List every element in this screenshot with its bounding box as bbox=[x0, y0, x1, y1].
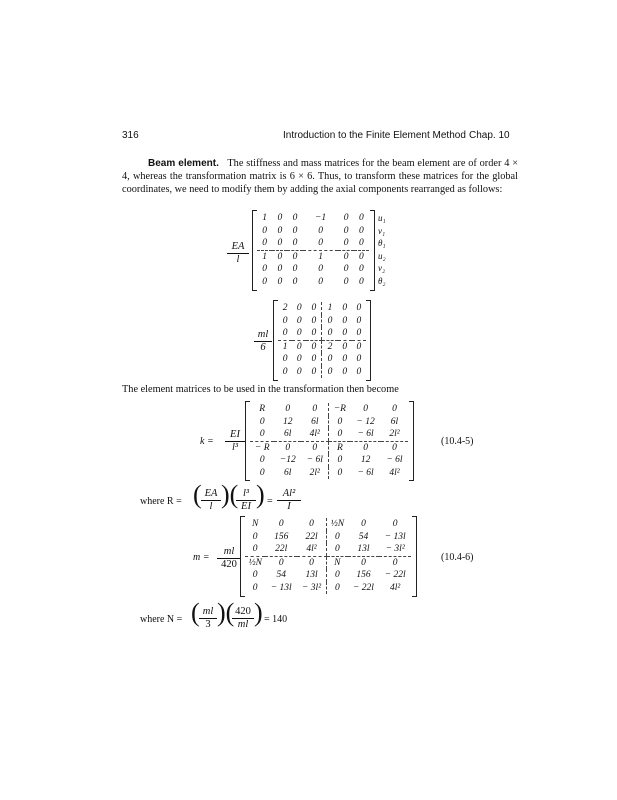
matrix-cell: 22l bbox=[265, 543, 297, 556]
matrix-cell: 0 bbox=[259, 467, 265, 478]
matrix-cell: 12 bbox=[282, 416, 293, 427]
matrix-cell: 0 bbox=[250, 428, 274, 441]
where-r-fraction-2: $\frac{\text{l³}}{EI}$ bbox=[236, 488, 256, 513]
matrix-cell: 0 bbox=[282, 366, 288, 377]
matrix-cell: 0 bbox=[303, 237, 339, 250]
right-bracket bbox=[409, 401, 414, 481]
matrix-cell: 0 bbox=[322, 366, 338, 379]
matrix-cell: 1 bbox=[318, 251, 323, 262]
matrix-cell: R bbox=[259, 404, 266, 414]
m-coefficient: $\frac{ml}{420}$ bbox=[217, 546, 241, 571]
matrix-cell: 0 bbox=[311, 315, 317, 326]
matrix-cell: 0 bbox=[292, 225, 298, 236]
paragraph-body: The stiffness and mass matrices for the beam element are of order 4 × 4, whereas the transformation matrix is 6 × 6. Thus, to transform these matrices for the global coordinates, we need to modify them by adding the axial components rearranged as follows: bbox=[122, 158, 519, 195]
matrix-cell: 0 bbox=[329, 467, 350, 480]
matrix-cell: 0 bbox=[329, 416, 350, 429]
matrix-cell: 13l bbox=[305, 570, 318, 580]
axial-mass-coefficient: $\frac{ml}{6}$ bbox=[254, 329, 272, 354]
running-title: Introduction to the Finite Element Method bbox=[283, 130, 466, 141]
paren: )( bbox=[217, 598, 235, 627]
matrix-cell: 0 bbox=[358, 225, 364, 236]
right-bracket bbox=[370, 210, 375, 291]
matrix-cell: 0 bbox=[363, 404, 368, 414]
axial-stiffness-coefficient: $\frac{EA}{l}$ bbox=[227, 241, 249, 266]
matrix-cell: 0 bbox=[311, 366, 317, 377]
matrix-cell: 0 bbox=[278, 557, 284, 568]
matrix-cell: 0 bbox=[262, 225, 267, 236]
matrix-cell: 0 bbox=[358, 264, 364, 274]
matrix-cell: 0 bbox=[356, 354, 362, 364]
matrix-cell: 1 bbox=[282, 341, 288, 352]
matrix-cell: − 13l bbox=[384, 531, 406, 542]
matrix-cell: 0 bbox=[292, 264, 298, 274]
where-n-result: = 140 bbox=[264, 614, 288, 625]
k-matrix bbox=[250, 403, 408, 479]
intro-paragraph bbox=[122, 157, 518, 196]
matrix-cell: 0 bbox=[363, 442, 368, 453]
right-bracket bbox=[366, 300, 371, 381]
matrix-cell: 0 bbox=[356, 303, 362, 313]
matrix-cell: − 12 bbox=[356, 416, 375, 427]
matrix-cell: − 22l bbox=[384, 570, 406, 580]
matrix-cell: 0 bbox=[296, 303, 302, 313]
dof-entry: u₂ bbox=[378, 250, 386, 261]
matrix-cell: 0 bbox=[245, 543, 265, 556]
matrix-cell: 0 bbox=[358, 213, 364, 223]
where-r-fraction-3: $\frac{\text{Al²}}{I}$ bbox=[277, 488, 301, 513]
matrix-cell: − R bbox=[254, 442, 270, 453]
matrix-cell: 0 bbox=[277, 276, 283, 287]
k-coefficient: $\frac{EI}{\text{l³}}$ bbox=[225, 429, 245, 454]
where-r-prefix: where R = bbox=[140, 496, 182, 507]
matrix-cell: 0 bbox=[392, 404, 397, 414]
matrix-cell: N bbox=[327, 556, 348, 569]
paren: ( bbox=[191, 598, 200, 627]
matrix-cell: 0 bbox=[392, 519, 398, 529]
matrix-cell: 156 bbox=[356, 570, 371, 580]
matrix-cell: 0 bbox=[342, 354, 348, 364]
matrix-cell: 0 bbox=[342, 303, 348, 313]
matrix-cell: 0 bbox=[312, 442, 318, 453]
matrix-cell: N bbox=[252, 519, 259, 529]
matrix-cell: 0 bbox=[287, 237, 302, 250]
matrix-cell: 0 bbox=[358, 276, 364, 287]
dof-entry: v₂ bbox=[378, 263, 386, 273]
matrix-cell: 0 bbox=[342, 341, 348, 352]
matrix-cell: 0 bbox=[292, 251, 298, 262]
matrix-cell: 0 bbox=[309, 557, 314, 568]
matrix-cell: 0 bbox=[278, 327, 292, 340]
matrix-cell: 4l² bbox=[389, 467, 400, 478]
paren: ) bbox=[256, 480, 265, 509]
matrix-cell: − 3l² bbox=[302, 582, 322, 593]
matrix-cell: ½N bbox=[248, 557, 262, 568]
dof-entry: v₁ bbox=[378, 225, 386, 236]
matrix-cell: 2l² bbox=[381, 428, 408, 441]
matrix-cell: 0 bbox=[306, 327, 322, 340]
matrix-cell: 0 bbox=[282, 354, 288, 364]
equation-number-10-4-5: (10.4-5) bbox=[441, 436, 474, 447]
matrix-cell: − 6l bbox=[350, 428, 381, 441]
matrix-cell: 0 bbox=[361, 557, 366, 568]
matrix-cell: R bbox=[329, 441, 350, 454]
matrix-cell: 0 bbox=[262, 276, 267, 287]
matrix-cell: 0 bbox=[338, 237, 353, 250]
matrix-cell: 0 bbox=[343, 225, 349, 236]
chapter-label: Chap. 10 bbox=[469, 130, 510, 141]
matrix-cell: 4l² bbox=[390, 582, 401, 593]
matrix-cell: 0 bbox=[356, 315, 362, 326]
m-matrix bbox=[245, 518, 411, 594]
matrix-cell: 0 bbox=[296, 315, 302, 326]
matrix-cell: 6l bbox=[390, 416, 399, 427]
matrix-cell: 0 bbox=[327, 531, 348, 544]
matrix-cell: 12 bbox=[360, 455, 371, 465]
matrix-cell: 0 bbox=[322, 327, 338, 340]
matrix-cell: 0 bbox=[296, 366, 302, 377]
matrix-cell: 0 bbox=[296, 341, 302, 352]
matrix-cell: −R bbox=[329, 403, 350, 416]
dof-entry: θ₁ bbox=[378, 238, 386, 248]
matrix-cell: − 6l bbox=[386, 455, 403, 465]
right-bracket bbox=[412, 516, 417, 597]
matrix-cell: 2 bbox=[282, 303, 288, 313]
matrix-cell: 0 bbox=[354, 237, 369, 250]
matrix-cell: − 22l bbox=[353, 582, 374, 593]
matrix-cell: 0 bbox=[278, 519, 284, 529]
matrix-cell: 0 bbox=[327, 543, 348, 556]
matrix-cell: 0 bbox=[343, 251, 349, 262]
where-n-fraction-1: $\frac{ml}{3}$ bbox=[199, 606, 217, 631]
matrix-cell: − 3l² bbox=[379, 543, 411, 556]
matrix-cell: 54 bbox=[276, 570, 286, 580]
k-lhs: k = bbox=[200, 436, 214, 447]
matrix-cell: 0 bbox=[252, 570, 258, 580]
matrix-cell: 2 bbox=[322, 340, 338, 353]
matrix-cell: 0 bbox=[343, 264, 349, 274]
matrix-cell: − 6l bbox=[306, 455, 323, 465]
dof-entry: θ₂ bbox=[378, 275, 386, 286]
matrix-cell: 0 bbox=[292, 327, 306, 340]
matrix-cell: 54 bbox=[358, 531, 369, 542]
paren: )( bbox=[221, 480, 239, 509]
matrix-cell: −12 bbox=[279, 455, 296, 465]
matrix-cell: 0 bbox=[327, 582, 348, 595]
matrix-cell: 0 bbox=[262, 264, 267, 274]
where-n-prefix: where N = bbox=[140, 614, 183, 625]
matrix-cell: 0 bbox=[338, 327, 352, 340]
matrix-cell: 0 bbox=[252, 531, 258, 542]
page-number: 316 bbox=[122, 130, 139, 141]
matrix-cell: 6l bbox=[284, 467, 292, 478]
matrix-cell: 0 bbox=[285, 404, 291, 414]
matrix-cell: 0 bbox=[342, 366, 348, 377]
matrix-cell: 0 bbox=[311, 341, 317, 352]
paren: ( bbox=[193, 480, 202, 509]
matrix-cell: 4l² bbox=[297, 543, 327, 556]
where-n-fraction-2: $\frac{420}{ml}$ bbox=[232, 606, 254, 631]
matrix-cell: −1 bbox=[314, 213, 327, 223]
equation-number-10-4-6: (10.4-6) bbox=[441, 552, 474, 563]
matrix-cell: 0 bbox=[322, 315, 338, 328]
matrix-cell: 4l² bbox=[301, 428, 329, 441]
matrix-cell: 0 bbox=[312, 404, 318, 414]
matrix-cell: 0 bbox=[358, 251, 364, 262]
matrix-cell: 0 bbox=[277, 264, 283, 274]
matrix-cell: 0 bbox=[277, 213, 283, 223]
matrix-cell: 2l² bbox=[309, 467, 320, 478]
matrix-cell: 6l bbox=[274, 428, 301, 441]
matrix-cell: 0 bbox=[272, 237, 287, 250]
matrix-cell: 0 bbox=[329, 428, 350, 441]
matrix-cell: 0 bbox=[392, 442, 397, 453]
matrix-cell: 0 bbox=[259, 455, 265, 465]
matrix-cell: 1 bbox=[262, 213, 267, 223]
dof-entry: u₁ bbox=[378, 213, 386, 223]
matrix-cell: 1 bbox=[262, 251, 267, 262]
matrix-cell: 0 bbox=[322, 353, 338, 366]
equals-sign: = bbox=[267, 496, 273, 507]
matrix-cell: 0 bbox=[259, 416, 265, 427]
where-r-fraction-1: $\frac{EA}{l}$ bbox=[201, 488, 221, 513]
matrix-cell: 0 bbox=[342, 315, 348, 326]
matrix-cell: 0 bbox=[277, 225, 283, 236]
matrix-cell: 6l bbox=[311, 416, 319, 427]
matrix-cell: 0 bbox=[282, 315, 288, 326]
matrix-cell: 0 bbox=[356, 341, 362, 352]
matrix-cell: 0 bbox=[327, 569, 348, 582]
matrix-cell: 0 bbox=[285, 442, 291, 453]
matrix-cell: 0 bbox=[361, 519, 366, 529]
matrix-cell: 0 bbox=[318, 225, 323, 236]
transition-text: The element matrices to be used in the transformation then become bbox=[122, 384, 399, 395]
matrix-cell: 156 bbox=[274, 531, 289, 542]
matrix-cell: 0 bbox=[309, 519, 314, 529]
matrix-cell: 0 bbox=[329, 454, 350, 467]
matrix-cell: 0 bbox=[311, 303, 317, 313]
axial-stiffness-matrix bbox=[257, 212, 369, 288]
matrix-cell: 0 bbox=[252, 582, 258, 593]
paren: ) bbox=[254, 598, 263, 627]
matrix-cell: 0 bbox=[343, 276, 349, 287]
matrix-cell: 13l bbox=[348, 543, 380, 556]
matrix-cell: 0 bbox=[392, 557, 398, 568]
matrix-cell: 0 bbox=[343, 213, 349, 223]
matrix-cell: 0 bbox=[296, 354, 302, 364]
matrix-cell: 0 bbox=[318, 276, 323, 287]
matrix-cell: 0 bbox=[352, 327, 366, 340]
matrix-cell: − 13l bbox=[270, 582, 292, 593]
matrix-cell: 1 bbox=[322, 302, 338, 315]
dof-vector bbox=[378, 212, 386, 287]
section-heading: Beam element. bbox=[148, 158, 219, 169]
axial-mass-matrix bbox=[278, 302, 366, 378]
matrix-cell: ½N bbox=[327, 518, 348, 531]
matrix-cell: 22l bbox=[305, 531, 318, 542]
matrix-cell: 0 bbox=[318, 264, 323, 274]
matrix-cell: 0 bbox=[356, 366, 362, 377]
matrix-cell: 0 bbox=[292, 213, 298, 223]
matrix-cell: 0 bbox=[257, 237, 272, 250]
matrix-cell: − 6l bbox=[357, 467, 374, 478]
matrix-cell: 0 bbox=[292, 276, 298, 287]
m-lhs: m = bbox=[193, 552, 210, 563]
matrix-cell: 0 bbox=[311, 354, 317, 364]
matrix-cell: 0 bbox=[277, 251, 283, 262]
